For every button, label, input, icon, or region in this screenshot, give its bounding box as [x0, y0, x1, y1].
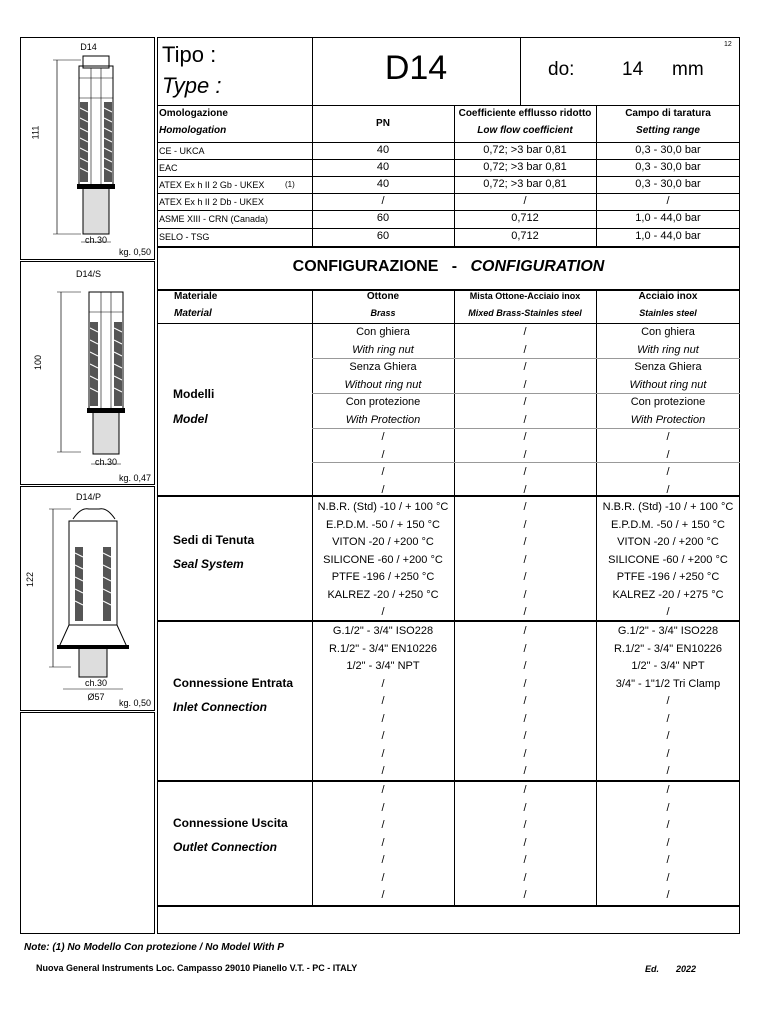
config-value: SILICONE -60 / +200 °C — [608, 553, 728, 566]
config-value: / — [523, 642, 527, 655]
homologation-name: EAC — [159, 163, 178, 173]
config-value: Senza Ghiera — [634, 361, 702, 373]
steel-header-en: Stainles steel — [639, 308, 697, 318]
config-value: / — [381, 695, 385, 707]
drawing-title: D14 — [80, 42, 97, 52]
config-value: / — [666, 730, 670, 742]
config-value: / — [523, 553, 527, 566]
weight-label: kg. 0,47 — [118, 473, 151, 483]
range-value: 1,0 - 44,0 bar — [635, 212, 701, 224]
material-label-it: Materiale — [174, 291, 218, 302]
config-value: / — [666, 819, 670, 831]
config-value: / — [381, 448, 385, 461]
config-value: / — [381, 483, 385, 496]
config-value: / — [523, 871, 527, 884]
config-value: PTFE -196 / +250 °C — [331, 571, 435, 583]
config-value: / — [381, 730, 385, 742]
config-value: / — [381, 889, 385, 901]
config-value: G.1/2" - 3/4" ISO228 — [617, 625, 719, 637]
config-value: / — [381, 765, 385, 777]
config-value: / — [666, 871, 670, 884]
outlet-mixed-column — [454, 782, 596, 905]
height-dimension: 111 — [30, 125, 41, 140]
coeff-header-it: Coefficiente efflusso ridotto — [458, 108, 592, 119]
configuration-title — [157, 259, 740, 275]
config-value: / — [523, 712, 527, 725]
config-value: / — [666, 695, 670, 707]
pn-value: 40 — [376, 161, 390, 173]
config-value: 3/4" - 1"1/2 Tri Clamp — [615, 677, 721, 690]
inlet-mixed-column — [454, 623, 596, 781]
config-value: 1/2" - 3/4" NPT — [346, 660, 420, 672]
range-value: / — [666, 195, 670, 207]
config-value: / — [381, 712, 385, 725]
do-value: 14 — [622, 59, 644, 80]
config-value: Without ring nut — [344, 378, 422, 391]
coeff-value: 0,712 — [511, 230, 539, 242]
config-value: KALREZ -20 / +250 °C — [327, 588, 439, 601]
config-value: / — [523, 730, 527, 742]
valve-drawing-d14 — [21, 38, 154, 259]
config-value: / — [666, 448, 670, 461]
config-value: With Protection — [345, 413, 421, 426]
brass-header-it: Ottone — [366, 291, 400, 302]
config-value: / — [523, 836, 527, 849]
config-value: Con ghiera — [356, 326, 410, 338]
config-value: E.P.D.M. -50 / + 150 °C — [326, 518, 440, 531]
config-value: / — [523, 378, 527, 391]
homologation-header-en: Homologation — [159, 125, 227, 136]
config-value: / — [381, 819, 385, 831]
drawing-panel-d14p — [20, 486, 155, 711]
inlet-steel-column — [596, 623, 740, 781]
config-value: / — [666, 483, 670, 496]
config-value: / — [381, 801, 385, 814]
config-value: KALREZ -20 / +275 °C — [612, 588, 724, 601]
config-value: N.B.R. (Std) -10 / + 100 °C — [602, 501, 734, 513]
config-value: / — [666, 784, 670, 796]
config-value: / — [381, 606, 385, 618]
config-value: Con protezione — [630, 396, 706, 408]
config-value: With ring nut — [637, 343, 699, 356]
height-dimension: 122 — [25, 571, 36, 588]
homologation-name: CE - UKCA — [159, 146, 205, 156]
do-unit: mm — [672, 59, 704, 80]
config-value: / — [666, 836, 670, 849]
drawing-title: D14/P — [75, 492, 101, 502]
config-value: / — [523, 784, 527, 796]
config-value: / — [666, 747, 670, 760]
config-value: / — [666, 606, 670, 618]
config-value: 1/2" - 3/4" NPT — [631, 660, 705, 672]
outlet-steel-column — [596, 782, 740, 905]
config-value: VITON -20 / +200 °C — [617, 536, 719, 548]
height-dimension: 100 — [33, 354, 44, 371]
config-value: / — [666, 466, 670, 478]
config-value: / — [523, 854, 527, 866]
drawing-panel-d14 — [20, 37, 155, 260]
config-title-it: CONFIGURAZIONE — [292, 258, 439, 275]
range-value: 0,3 - 30,0 bar — [635, 161, 701, 173]
type-label-it: Tipo : — [162, 42, 217, 67]
models-mixed-column — [454, 324, 596, 499]
config-value: / — [523, 448, 527, 461]
config-value: Without ring nut — [629, 378, 707, 391]
footer-ed-year: 2022 — [676, 964, 697, 974]
config-value: / — [666, 854, 670, 866]
type-label-en: Type : — [162, 73, 222, 98]
range-value: 1,0 - 44,0 bar — [635, 230, 701, 242]
hex-dimension: ch.30 — [84, 678, 108, 688]
drawing-panel-empty — [20, 712, 155, 934]
models-label-en: Model — [173, 412, 208, 426]
config-value: / — [666, 765, 670, 777]
config-value: / — [523, 396, 527, 408]
coeff-value: 0,712 — [511, 212, 539, 224]
range-header-en: Setting range — [636, 125, 700, 136]
outlet-label-en: Outlet Connection — [173, 840, 277, 854]
config-value: / — [523, 606, 527, 618]
inlet-label-en: Inlet Connection — [173, 700, 267, 714]
config-value: E.P.D.M. -50 / + 150 °C — [611, 518, 725, 531]
outlet-label-it: Connessione Uscita — [173, 816, 288, 830]
inlet-label-it: Connessione Entrata — [173, 676, 294, 690]
config-value: / — [666, 712, 670, 725]
diameter-dimension: Ø57 — [87, 692, 105, 702]
config-value: / — [666, 431, 670, 443]
config-value: / — [523, 588, 527, 601]
coeff-value: / — [523, 195, 527, 207]
config-value: / — [381, 871, 385, 884]
config-value: / — [381, 431, 385, 443]
config-value: / — [381, 854, 385, 866]
valve-drawing-d14p — [21, 487, 154, 710]
pn-value: / — [381, 195, 385, 207]
config-value: / — [523, 326, 527, 338]
config-value: / — [523, 413, 527, 426]
config-value: / — [381, 677, 385, 690]
range-header-it: Campo di taratura — [625, 108, 711, 119]
homologation-name: ASME XIII - CRN (Canada) — [159, 214, 269, 224]
config-value: N.B.R. (Std) -10 / + 100 °C — [317, 501, 449, 513]
config-value: / — [523, 677, 527, 690]
hex-dimension: ch.30 — [94, 457, 118, 467]
models-steel-column — [596, 324, 740, 499]
config-title-en: CONFIGURATION — [470, 258, 605, 275]
pn-value: 60 — [376, 230, 390, 242]
models-label-it: Modelli — [173, 387, 215, 401]
config-value: / — [666, 889, 670, 901]
config-value: R.1/2" - 3/4" EN10226 — [328, 642, 438, 655]
footer-note: Note: (1) No Modello Con protezione / No Model With P — [24, 942, 284, 953]
footer-ed-label: Ed. — [645, 964, 660, 974]
config-value: / — [381, 836, 385, 849]
coeff-value: 0,72; >3 bar 0,81 — [483, 161, 567, 173]
seals-brass-column — [312, 499, 454, 622]
homologation-name: ATEX Ex h II 2 Gb - UKEX — [159, 180, 265, 190]
config-value: / — [381, 784, 385, 796]
homologation-name: ATEX Ex h II 2 Db - UKEX — [159, 197, 264, 207]
material-label-en: Material — [174, 308, 212, 319]
config-value: / — [523, 536, 527, 548]
config-value: / — [523, 765, 527, 777]
model-title: D14 — [384, 49, 448, 87]
config-dash: - — [451, 258, 458, 275]
config-value: / — [523, 361, 527, 373]
config-value: SILICONE -60 / +200 °C — [323, 553, 443, 566]
config-value: R.1/2" - 3/4" EN10226 — [613, 642, 723, 655]
config-value: Con ghiera — [641, 326, 695, 338]
config-value: / — [523, 695, 527, 707]
pn-header: PN — [376, 118, 390, 129]
homologation-note: (1) — [285, 180, 295, 189]
range-value: 0,3 - 30,0 bar — [635, 178, 701, 190]
steel-header-it: Acciaio inox — [638, 291, 698, 302]
coeff-value: 0,72; >3 bar 0,81 — [483, 144, 567, 156]
config-value: / — [523, 819, 527, 831]
config-value: / — [523, 889, 527, 901]
config-value: / — [523, 747, 527, 760]
do-label: do: — [548, 59, 575, 80]
config-value: With Protection — [630, 413, 706, 426]
homologation-header-it: Omologazione — [159, 108, 228, 119]
range-value: 0,3 - 30,0 bar — [635, 144, 701, 156]
mixed-header-it: Mista Ottone-Acciaio inox — [469, 291, 581, 301]
config-value: / — [523, 625, 527, 637]
coeff-value: 0,72; >3 bar 0,81 — [483, 178, 567, 190]
config-value: / — [523, 501, 527, 513]
config-value: / — [381, 466, 385, 478]
config-value: / — [666, 801, 670, 814]
config-value: / — [523, 801, 527, 814]
hex-dimension: ch.30 — [84, 235, 108, 245]
weight-label: kg. 0,50 — [118, 247, 151, 257]
config-value: G.1/2" - 3/4" ISO228 — [332, 625, 434, 637]
pn-value: 40 — [376, 144, 390, 156]
coeff-header-en: Low flow coefficient — [477, 125, 573, 136]
drawing-panel-d14s — [20, 261, 155, 485]
config-value: / — [523, 518, 527, 531]
seals-label-it: Sedi di Tenuta — [173, 533, 255, 547]
config-value: / — [381, 747, 385, 760]
config-value: / — [523, 483, 527, 496]
brass-header-en: Brass — [370, 308, 396, 318]
config-value: Senza Ghiera — [349, 361, 417, 373]
models-brass-column — [312, 324, 454, 499]
config-value: With ring nut — [352, 343, 414, 356]
page-number: 12 — [724, 41, 732, 48]
config-value: / — [523, 431, 527, 443]
config-value: Con protezione — [345, 396, 421, 408]
config-value: / — [523, 571, 527, 583]
pn-value: 60 — [376, 212, 390, 224]
valve-drawing-d14s — [21, 262, 154, 484]
seals-label-en: Seal System — [173, 557, 244, 571]
outlet-brass-column — [312, 782, 454, 905]
config-value: / — [523, 660, 527, 672]
inlet-brass-column — [312, 623, 454, 781]
config-value: PTFE -196 / +250 °C — [616, 571, 720, 583]
config-value: / — [523, 343, 527, 356]
config-value: VITON -20 / +200 °C — [332, 536, 434, 548]
weight-label: kg. 0,50 — [118, 698, 151, 708]
homologation-name: SELO - TSG — [159, 232, 210, 242]
mixed-header-en: Mixed Brass-Stainles steel — [468, 308, 582, 318]
pn-value: 40 — [376, 178, 390, 190]
config-value: / — [523, 466, 527, 478]
seals-mixed-column — [454, 499, 596, 622]
seals-steel-column — [596, 499, 740, 622]
footer-company: Nuova General Instruments Loc. Campasso 29010 Pianello V.T. - PC - ITALY — [36, 963, 358, 973]
drawing-title: D14/S — [75, 269, 101, 279]
